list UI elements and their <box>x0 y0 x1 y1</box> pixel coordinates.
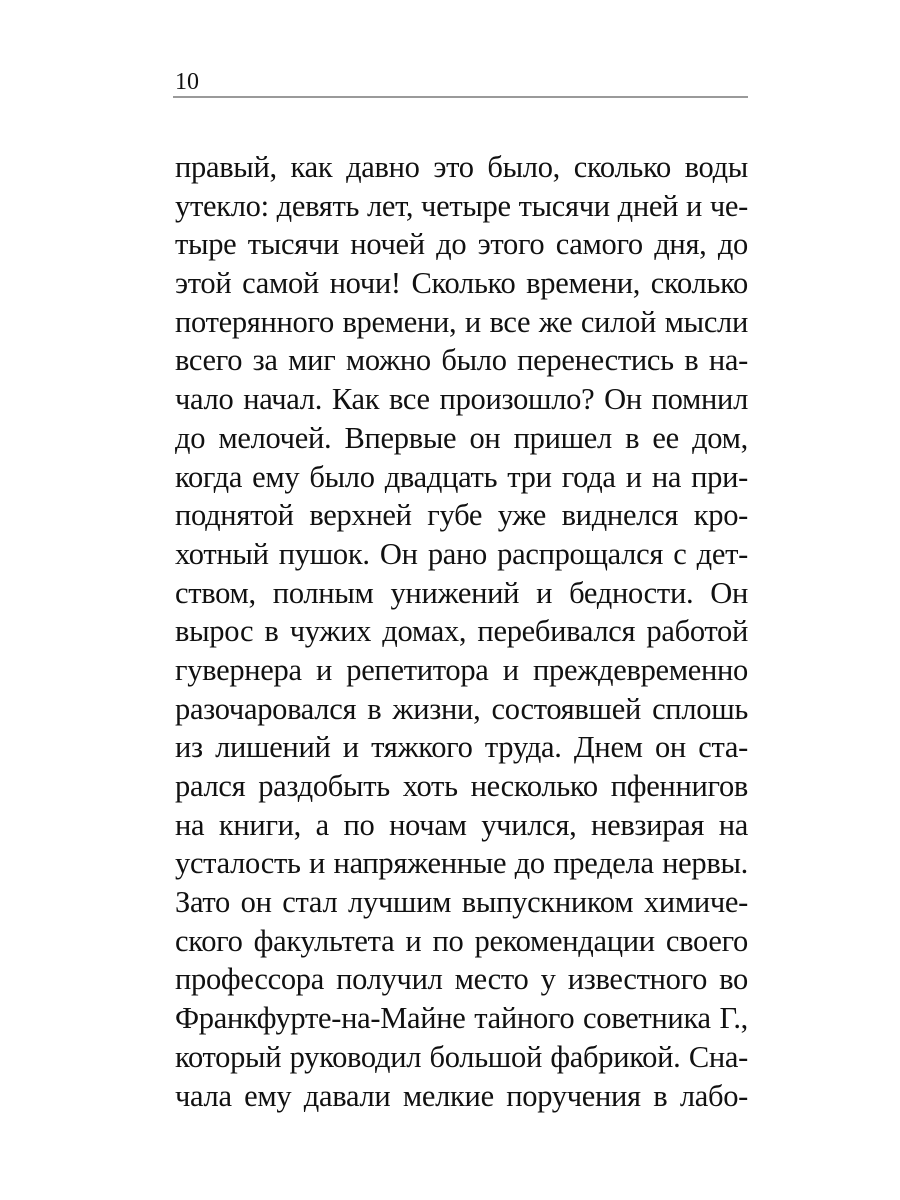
page-number: 10 <box>175 69 199 95</box>
text-line: Зато он стал лучшим выпускником химиче- <box>175 885 748 920</box>
text-line: когда ему было двадцать три года и на при- <box>175 459 748 494</box>
text-line: поднятой верхней губе уже виднелся кро- <box>175 498 748 533</box>
text-line: рался раздобыть хоть несколько пфеннигов <box>175 769 748 803</box>
text-line: хотный пушок. Он рано распрощался с дет- <box>175 536 748 571</box>
text-line: гувернера и репетитора и преждевременно <box>175 652 748 687</box>
text-line: правый, как давно это было, сколько воды <box>175 150 748 184</box>
text-line: чало начал. Как все произошло? Он помнил <box>175 382 748 417</box>
body-text <box>175 148 748 1115</box>
text-line: утекло: девять лет, четыре тысячи дней и че- <box>175 188 748 223</box>
text-line: ского факультета и по рекомендации своего <box>175 923 748 958</box>
text-line: тыре тысячи ночей до этого самого дня, до <box>175 227 748 262</box>
text-line: на книги, а по ночам учился, невзирая на <box>175 807 748 842</box>
text-line: усталость и напряженные до предела нервы. <box>175 846 748 881</box>
text-line: Франкфурте-на-Майне тайного советника Г., <box>175 1001 748 1036</box>
header-rule <box>173 96 748 98</box>
text-line: чала ему давали мелкие поручения в лабо- <box>175 1078 748 1113</box>
text-line: всего за миг можно было перенестись в на- <box>175 343 748 378</box>
text-line: разочаровался в жизни, состоявшей сплошь <box>175 691 748 726</box>
text-line: потерянного времени, и все же силой мысли <box>175 304 748 339</box>
text-line: ством, полным унижений и бедности. Он <box>175 575 748 610</box>
text-line: из лишений и тяжкого труда. Днем он ста- <box>175 730 748 765</box>
text-line: этой самой ночи! Сколько времени, сколько <box>175 266 748 301</box>
text-line: который руководил большой фабрикой. Сна- <box>175 1039 748 1074</box>
text-line: до мелочей. Впервые он пришел в ее дом, <box>175 420 748 455</box>
text-line: профессора получил место у известного во <box>175 962 748 997</box>
text-line: вырос в чужих домах, перебивался работой <box>175 614 748 649</box>
